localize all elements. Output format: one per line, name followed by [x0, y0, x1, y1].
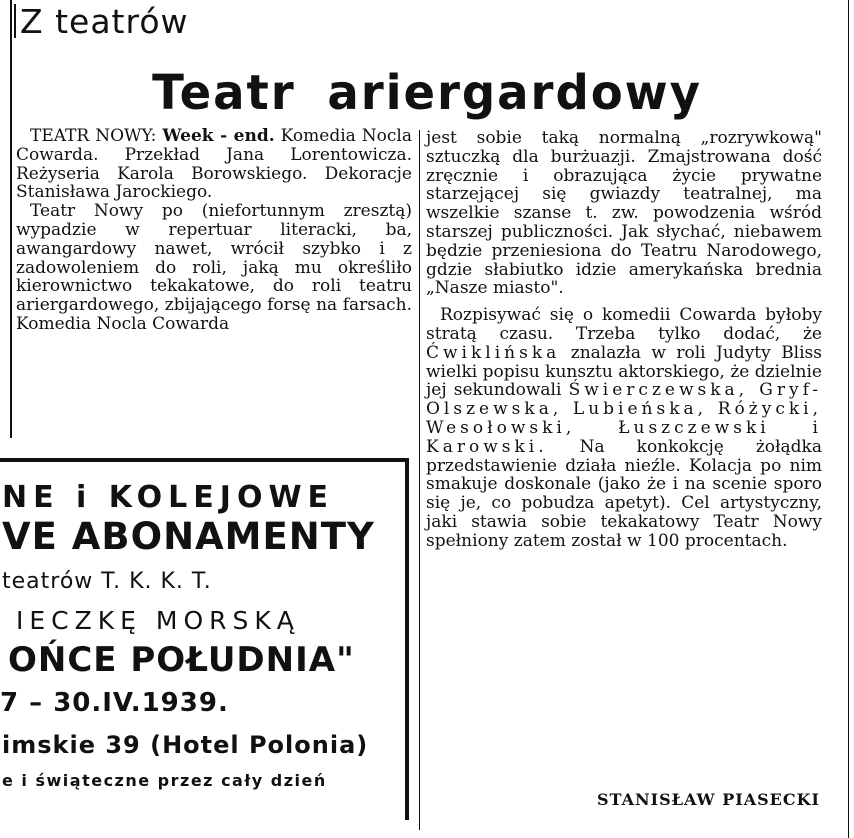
column-divider — [419, 130, 420, 830]
theatre-name: TEATR NOWY: — [30, 126, 157, 146]
section-title: Z teatrów — [20, 2, 189, 41]
ad-line-3: teatrów T. K. K. T. — [2, 569, 212, 594]
supporting-cast-names: Świerczewska, Gryf-Olszewska, Lubieńska, Różycki, Wesołowski, Łuszczewski i Karowski. — [426, 380, 822, 457]
credits-paragraph — [16, 127, 412, 202]
play-title: Week - end. — [162, 126, 275, 146]
review-text-2: znalazła w roli Judyty Bliss wielki popisu kunsztu aktorskiego, że dzielnie jej sekundowali — [426, 342, 823, 401]
ad-line-8: e i świąteczne przez cały dzień — [2, 771, 327, 790]
review-paragraph-continued: jest sobie taką normalną „rozrywkową" sztuczką dla burżuazji. Zmajstrowana dość zręcznie i obrazująca życie prywatne starzejącej się gwiazdy teatralnej, ma wszelkie szanse t. zw. powodzenia wśród starszej publiczności. Jak słychać, niebawem będzie przeniesiona do Teatru Narodowego, gdzie słabiutko idzie amerykańska brednia „Nasze miasto". — [426, 128, 822, 299]
review-paragraph-2 — [426, 306, 822, 550]
ad-line-4: IECZKĘ MORSKĄ — [16, 606, 300, 635]
ad-box-top-border — [0, 458, 409, 462]
ad-line-1: NE i KOLEJOWE — [2, 480, 335, 515]
review-paragraph-1: Teatr Nowy po (niefortunnym zresztą) wypadzie w repertuar literacki, ba, awangardowy nawet, wrócił szybko i z zadowoleniem do roli, jaką mu określiło kierownictwo tekakatowe, do roli teatru ariergardowego, zbijającego forsę na farsach. Komedia Nocla Cowarda — [16, 201, 412, 334]
article-headline: Teatr ariergardowy — [152, 65, 702, 121]
ad-line-5: OŃCE POŁUDNIA" — [8, 640, 355, 680]
review-text-3: Na konkokcję żołądka przedstawienie działa nieźle. Kolacja po nim smakuje doskonale (jako że i na scenie sporo się je, co pobudza apetyt). Cel artystyczny, jaki stawia sobie tekakatowy Teatr Nowy spełniony zatem został w 100 procentach. — [426, 436, 822, 551]
author-signature: STANISŁAW PIASECKI — [597, 790, 820, 809]
ad-line-2: VE ABONAMENTY — [2, 515, 375, 558]
ad-line-7: imskie 39 (Hotel Polonia) — [2, 731, 369, 759]
actor-name-lead: Ćwiklińska — [426, 342, 561, 363]
article-column-2 — [426, 129, 822, 551]
article-column-1 — [16, 127, 412, 334]
ad-line-6: 7 – 30.IV.1939. — [0, 688, 229, 718]
right-edge-rule — [848, 0, 849, 838]
section-head-rule — [14, 4, 16, 38]
review-text-1: Rozpisywać się o komedii Cowarda byłoby stratą czasu. Trzeba tylko dodać, że — [426, 305, 822, 344]
credits-text: Komedia Nocla Cowarda. Przekład Jana Lorentowicza. Reżyseria Karola Borowskiego. Dekoracje Stanisława Jarockiego. — [16, 126, 413, 203]
ad-box-right-border — [405, 460, 409, 820]
left-column-rule — [10, 0, 12, 438]
